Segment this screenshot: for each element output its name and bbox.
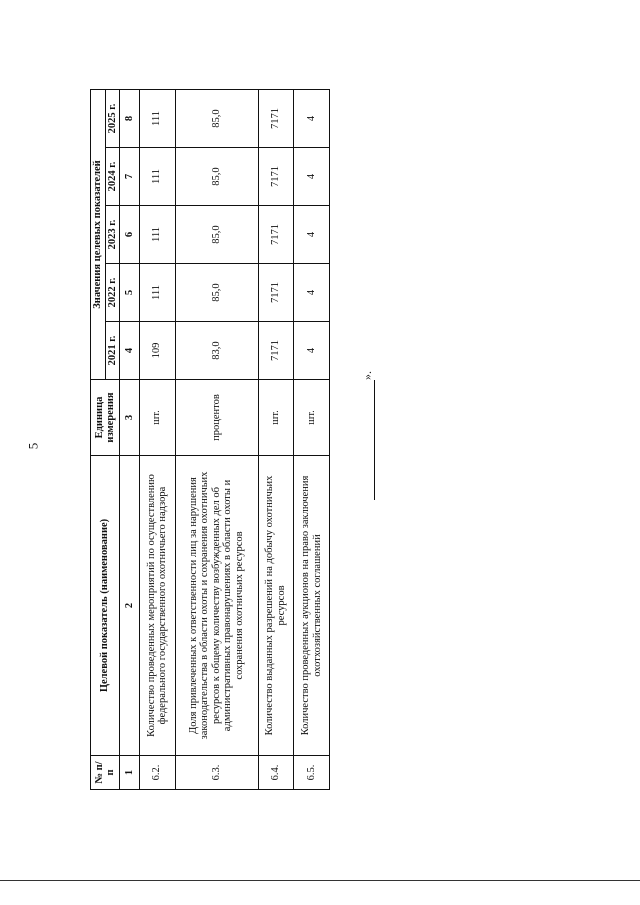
rotated-table-container <box>90 90 330 790</box>
column-number: 7 <box>120 148 140 206</box>
header-year: 2022 г. <box>105 264 120 322</box>
column-number: 8 <box>120 89 140 147</box>
row-no: 6.4. <box>258 756 294 790</box>
row-value: 7171 <box>258 148 294 206</box>
table-row <box>175 89 258 789</box>
row-name: Количество проведенных аукционов на право заключения охотхозяйственных соглашений <box>294 456 330 756</box>
row-value: 111 <box>139 148 175 206</box>
row-value: 7171 <box>258 322 294 380</box>
row-unit: шт. <box>258 380 294 456</box>
row-value: 4 <box>294 148 330 206</box>
row-name: Количество выданных разрешений на добычу охотничьих ресурсов <box>258 456 294 756</box>
closing-quote: ». <box>360 371 374 380</box>
row-no: 6.2. <box>139 756 175 790</box>
table-row <box>139 89 175 789</box>
column-number: 5 <box>120 264 140 322</box>
row-value: 111 <box>139 206 175 264</box>
column-number: 3 <box>120 380 140 456</box>
header-year: 2021 г. <box>105 322 120 380</box>
column-number: 4 <box>120 322 140 380</box>
row-no: 6.5. <box>294 756 330 790</box>
header-values: Значения целевых показателей <box>91 89 106 379</box>
row-value: 85,0 <box>175 206 258 264</box>
column-number: 1 <box>120 756 140 790</box>
header-year: 2025 г. <box>105 89 120 147</box>
row-value: 7171 <box>258 89 294 147</box>
row-value: 85,0 <box>175 264 258 322</box>
row-value: 111 <box>139 89 175 147</box>
row-value: 7171 <box>258 264 294 322</box>
table-row <box>258 89 294 789</box>
row-no: 6.3. <box>175 756 258 790</box>
row-unit: шт. <box>294 380 330 456</box>
header-year: 2024 г. <box>105 148 120 206</box>
row-value: 4 <box>294 89 330 147</box>
row-name: Количество проведенных мероприятий по осуществлению федерального государственного охотничьего надзора <box>139 456 175 756</box>
row-value: 83,0 <box>175 322 258 380</box>
table-row <box>294 89 330 789</box>
page-number: 5 <box>25 442 41 450</box>
row-unit: процентов <box>175 380 258 456</box>
row-unit: шт. <box>139 380 175 456</box>
row-value: 85,0 <box>175 89 258 147</box>
header-unit: Единица измерения <box>91 380 120 456</box>
row-value: 7171 <box>258 206 294 264</box>
row-value: 111 <box>139 264 175 322</box>
column-number: 2 <box>120 456 140 756</box>
row-value: 85,0 <box>175 148 258 206</box>
row-name: Доля привлеченных к ответственности лиц за нарушения законодательства в области охоты и сохранения охотничьих ресурсов к общему количеству возбужденных дел об административных правонарушениях в области охоты и сохранения охотничьих ресурсов <box>175 456 258 756</box>
row-value: 4 <box>294 264 330 322</box>
header-year: 2023 г. <box>105 206 120 264</box>
target-indicators-table <box>90 89 330 790</box>
header-no: № п/п <box>91 756 120 790</box>
bottom-rule <box>0 880 640 881</box>
row-value: 4 <box>294 206 330 264</box>
column-number: 6 <box>120 206 140 264</box>
closing-line <box>374 380 375 500</box>
row-value: 4 <box>294 322 330 380</box>
numbering-row <box>120 89 140 789</box>
row-value: 109 <box>139 322 175 380</box>
header-indicator: Целевой показатель (наименование) <box>91 456 120 756</box>
